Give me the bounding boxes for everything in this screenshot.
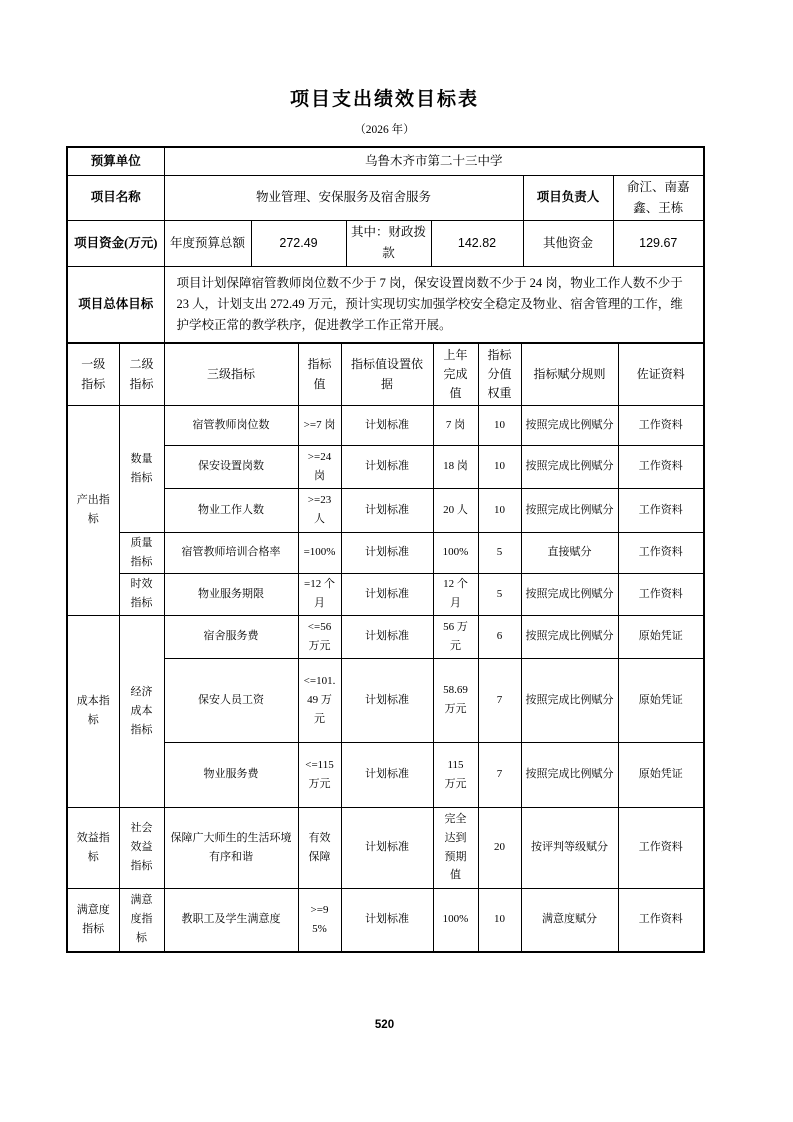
weight-cell: 10 [478,405,521,445]
col-header-level1: 一级指标 [67,343,119,405]
evidence-cell: 原始凭证 [618,742,704,807]
budget-unit-value: 乌鲁木齐市第二十三中学 [164,147,704,175]
level2-indicator-cell: 满意度指标 [119,888,164,952]
col-header-level2: 二级指标 [119,343,164,405]
col-header-evidence: 佐证资料 [618,343,704,405]
project-info-table [66,146,705,344]
rule-cell: 按照完成比例赋分 [521,615,618,658]
target-value-cell: =12 个月 [298,573,341,615]
prev-value-cell: 100% [433,532,478,573]
basis-cell: 计划标准 [341,488,433,532]
prev-value-cell: 18 岗 [433,445,478,488]
table-row [67,147,704,175]
weight-cell: 10 [478,888,521,952]
table-row [67,807,704,888]
basis-cell: 计划标准 [341,888,433,952]
rule-cell: 按照完成比例赋分 [521,405,618,445]
rule-cell: 按照完成比例赋分 [521,573,618,615]
level2-indicator-cell: 时效指标 [119,573,164,615]
rule-cell: 按照完成比例赋分 [521,742,618,807]
fiscal-allocation-value: 142.82 [431,221,523,267]
indicator-name-cell: 物业工作人数 [164,488,298,532]
annual-budget-label: 年度预算总额 [164,221,251,267]
level1-indicator-cell: 效益指标 [67,807,119,888]
basis-cell: 计划标准 [341,807,433,888]
target-value-cell: >=23 人 [298,488,341,532]
project-leader-value: 俞江、南嘉鑫、王栋 [613,175,704,221]
indicator-name-cell: 保障广大师生的生活环境有序和谐 [164,807,298,888]
table-row [67,615,704,658]
overall-goal-value: 项目计划保障宿管教师岗位数不少于 7 岗，保安设置岗数不少于 24 岗，物业工作人数不少于 23 人，计划支出 272.49 万元，预计实现切实加强学校安全稳定及物业、宿舍管理的工作，维护学校正常的教学秩序，促进教学工作正常开展。 [164,266,704,343]
target-value-cell: <=101.49 万元 [298,658,341,742]
level1-indicator-cell: 满意度指标 [67,888,119,952]
target-value-cell: <=56 万元 [298,615,341,658]
basis-cell: 计划标准 [341,405,433,445]
basis-cell: 计划标准 [341,573,433,615]
target-value-cell: >=95% [298,888,341,952]
prev-value-cell: 100% [433,888,478,952]
indicator-name-cell: 教职工及学生满意度 [164,888,298,952]
target-value-cell: <=115 万元 [298,742,341,807]
prev-value-cell: 56 万元 [433,615,478,658]
overall-goal-label: 项目总体目标 [67,266,164,343]
fiscal-allocation-label: 其中：财政拨款 [346,221,431,267]
prev-value-cell: 完全达到预期值 [433,807,478,888]
level2-indicator-cell: 数量指标 [119,405,164,532]
weight-cell: 7 [478,742,521,807]
basis-cell: 计划标准 [341,532,433,573]
indicator-name-cell: 宿舍服务费 [164,615,298,658]
indicator-name-cell: 宿管教师岗位数 [164,405,298,445]
target-value-cell: =100% [298,532,341,573]
weight-cell: 10 [478,445,521,488]
other-funds-label: 其他资金 [523,221,613,267]
rule-cell: 按照完成比例赋分 [521,445,618,488]
col-header-basis: 指标值设置依据 [341,343,433,405]
indicator-name-cell: 保安设置岗数 [164,445,298,488]
table-header-row [67,343,704,405]
weight-cell: 5 [478,573,521,615]
table-row [67,573,704,615]
basis-cell: 计划标准 [341,445,433,488]
rule-cell: 按照完成比例赋分 [521,658,618,742]
table-row [67,888,704,952]
weight-cell: 7 [478,658,521,742]
level2-indicator-cell: 社会效益指标 [119,807,164,888]
col-header-prev-value: 上年完成值 [433,343,478,405]
indicator-name-cell: 物业服务费 [164,742,298,807]
evidence-cell: 工作资料 [618,488,704,532]
level2-indicator-cell: 经济成本指标 [119,615,164,807]
evidence-cell: 工作资料 [618,573,704,615]
basis-cell: 计划标准 [341,658,433,742]
level2-indicator-cell: 质量指标 [119,532,164,573]
evidence-cell: 工作资料 [618,532,704,573]
table-row [67,221,704,267]
level1-indicator-cell: 产出指标 [67,405,119,615]
target-value-cell: >=7 岗 [298,405,341,445]
page-number: 520 [374,1019,395,1031]
evidence-cell: 原始凭证 [618,615,704,658]
col-header-weight: 指标分值权重 [478,343,521,405]
evidence-cell: 工作资料 [618,888,704,952]
page-title: 项目支出绩效目标表 [289,89,479,110]
table-row [67,266,704,343]
table-row [67,405,704,445]
weight-cell: 6 [478,615,521,658]
rule-cell: 按评判等级赋分 [521,807,618,888]
page-subtitle: （2026 年） [354,124,415,136]
indicator-name-cell: 保安人员工资 [164,658,298,742]
prev-value-cell: 115 万元 [433,742,478,807]
weight-cell: 5 [478,532,521,573]
evidence-cell: 工作资料 [618,445,704,488]
col-header-target: 指标值 [298,343,341,405]
weight-cell: 10 [478,488,521,532]
evidence-cell: 原始凭证 [618,658,704,742]
indicator-name-cell: 宿管教师培训合格率 [164,532,298,573]
basis-cell: 计划标准 [341,615,433,658]
table-row [67,532,704,573]
target-value-cell: 有效保障 [298,807,341,888]
rule-cell: 满意度赋分 [521,888,618,952]
target-value-cell: >=24 岗 [298,445,341,488]
rule-cell: 直接赋分 [521,532,618,573]
annual-budget-value: 272.49 [251,221,346,267]
project-name-value: 物业管理、安保服务及宿舍服务 [164,175,523,221]
indicator-name-cell: 物业服务期限 [164,573,298,615]
col-header-rule: 指标赋分规则 [521,343,618,405]
basis-cell: 计划标准 [341,742,433,807]
project-name-label: 项目名称 [67,175,164,221]
project-leader-label: 项目负责人 [523,175,613,221]
evidence-cell: 工作资料 [618,405,704,445]
document-page [66,84,703,953]
col-header-indicator: 三级指标 [164,343,298,405]
prev-value-cell: 58.69 万元 [433,658,478,742]
budget-unit-label: 预算单位 [67,147,164,175]
evidence-cell: 工作资料 [618,807,704,888]
prev-value-cell: 12 个月 [433,573,478,615]
funds-label: 项目资金(万元) [67,221,164,267]
prev-value-cell: 20 人 [433,488,478,532]
level1-indicator-cell: 成本指标 [67,615,119,807]
table-row [67,175,704,221]
weight-cell: 20 [478,807,521,888]
prev-value-cell: 7 岗 [433,405,478,445]
rule-cell: 按照完成比例赋分 [521,488,618,532]
other-funds-value: 129.67 [613,221,704,267]
performance-indicator-table [66,342,705,953]
